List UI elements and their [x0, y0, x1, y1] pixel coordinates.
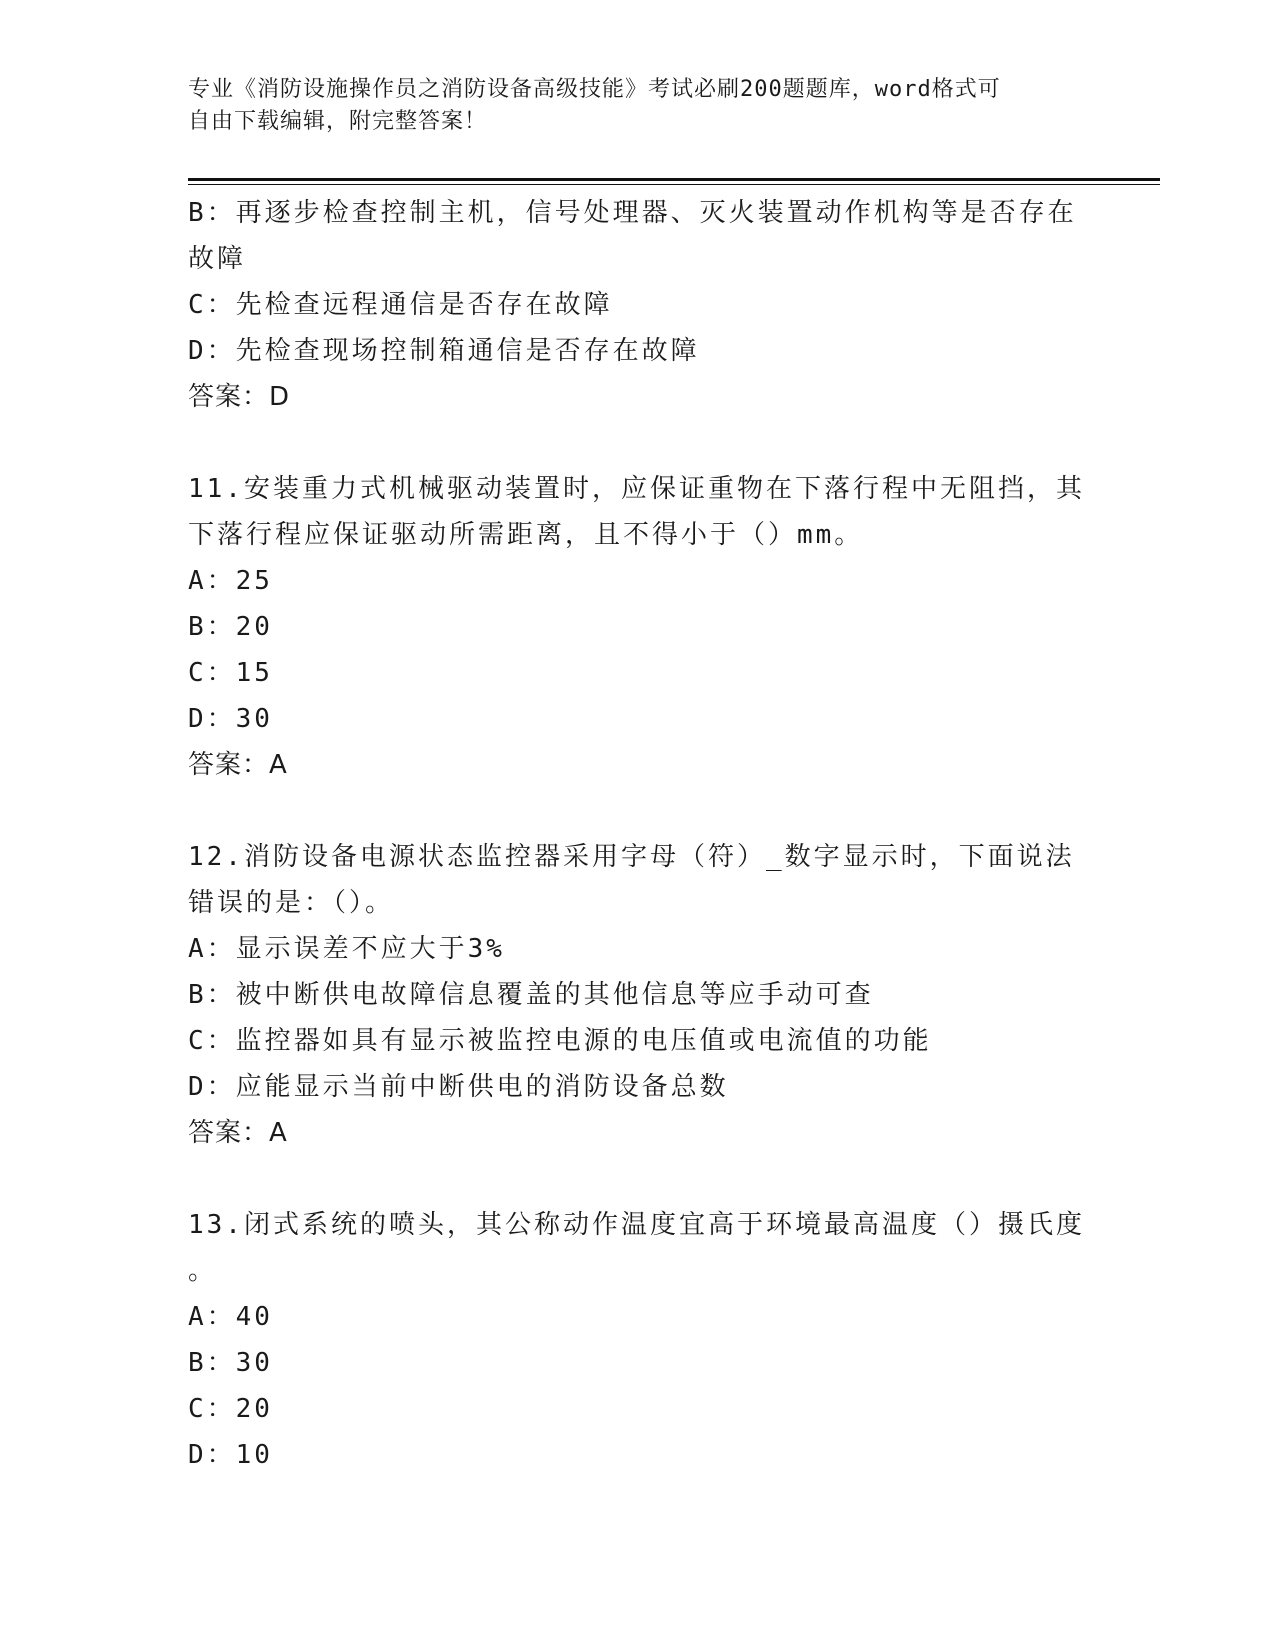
option-c: C：监控器如具有显示被监控电源的电压值或电流值的功能: [188, 1026, 932, 1056]
question-content: [188, 190, 1088, 1478]
header-rule-thin: [188, 184, 1160, 185]
header-line-1: 专业《消防设施操作员之消防设备高级技能》考试必刷200题题库，word格式可: [188, 77, 1001, 102]
option-d: D：10: [188, 1440, 273, 1470]
question-stem-line-1: 11.安装重力式机械驱动装置时，应保证重物在下落行程中无阻挡，其: [188, 474, 1085, 504]
option-d: D：应能显示当前中断供电的消防设备总数: [188, 1072, 729, 1102]
spacer: [188, 1156, 1088, 1202]
answer: 答案：D: [188, 382, 291, 412]
header-rule-thick: [188, 178, 1160, 181]
option-b: B：被中断供电故障信息覆盖的其他信息等应手动可查: [188, 980, 874, 1010]
header-line-2: 自由下载编辑，附完整答案！: [188, 109, 488, 134]
question-stem-line-1: 12.消防设备电源状态监控器采用字母（符）_数字显示时，下面说法: [188, 842, 1075, 872]
option-d: D：先检查现场控制箱通信是否存在故障: [188, 336, 700, 366]
option-c: C：15: [188, 658, 273, 688]
option-b-line-1: B：再逐步检查控制主机，信号处理器、灭火装置动作机构等是否存在: [188, 198, 1077, 228]
document-header: [188, 74, 1088, 138]
answer: 答案：A: [188, 1118, 288, 1148]
option-c: C：20: [188, 1394, 273, 1424]
option-d: D：30: [188, 704, 273, 734]
question-block-11: [188, 466, 1088, 788]
option-b: B：20: [188, 612, 273, 642]
option-a: A：显示误差不应大于3%: [188, 934, 505, 964]
answer: 答案：A: [188, 750, 288, 780]
question-stem-line-2: 下落行程应保证驱动所需距离，且不得小于（）mm。: [188, 520, 864, 550]
spacer: [188, 420, 1088, 466]
option-a: A：40: [188, 1302, 273, 1332]
question-block-13: [188, 1202, 1088, 1478]
question-stem-line-2: 错误的是：（）。: [188, 888, 395, 918]
question-stem-line-1: 13.闭式系统的喷头，其公称动作温度宜高于环境最高温度（）摄氏度: [188, 1210, 1085, 1240]
option-a: A：25: [188, 566, 273, 596]
option-b-line-2: 故障: [188, 244, 247, 274]
spacer: [188, 788, 1088, 834]
question-block-12: [188, 834, 1088, 1156]
question-block-10: [188, 190, 1088, 420]
question-stem-line-2: 。: [188, 1256, 218, 1286]
option-c: C：先检查远程通信是否存在故障: [188, 290, 613, 320]
option-b: B：30: [188, 1348, 273, 1378]
